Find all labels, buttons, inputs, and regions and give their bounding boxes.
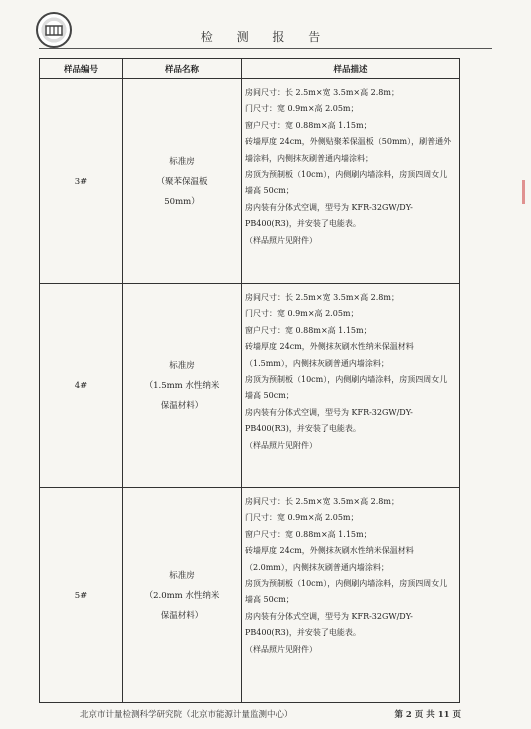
desc-line: 门尺寸：宽 0.9m×高 2.05m； [245,513,359,523]
report-title: 检 测 报 告 [200,30,331,44]
sample-description [242,79,459,284]
sample-description [242,488,459,703]
sample-name-line: 标准房 [169,361,195,371]
desc-line: 房间尺寸：长 2.5m×宽 3.5m×高 2.8m； [245,497,399,506]
footer-organization: 北京市计量检测科学研究院（北京市能源计量监测中心） [80,710,293,720]
sample-name-line: （聚苯保温板 [156,176,208,187]
desc-line: 房顶为预制板（10cm），内侧刷内墙涂料，房顶四周女儿墙高 50cm； [245,170,448,196]
sample-name-line: 标准房 [169,570,195,581]
sample-name-line: 50mm） [164,196,200,207]
side-stamp-mark [522,180,525,204]
table-row [40,487,459,703]
desc-line: （样品照片见附件） [245,440,317,450]
desc-line: 房内装有分体式空调，型号为 KFR-32GW/DY-PB400(R3)，并安装了电能表。 [245,611,413,638]
sample-description [242,284,459,488]
table-header-row [40,59,459,78]
desc-line: 房间尺寸：长 2.5m×宽 3.5m×高 2.8m； [245,88,399,97]
desc-line: 房内装有分体式空调，型号为 KFR-32GW/DY-PB400(R3)，并安装了电能表。 [245,202,413,229]
sample-name-cell [123,488,242,703]
desc-line: 窗户尺寸：宽 0.88m×高 1.15m； [245,120,372,130]
sample-name-line: 标准房 [169,156,195,167]
sample-name-cell [123,284,242,488]
header-divider [39,48,492,49]
header-sample-id: 样品编号 [40,59,123,78]
sample-name-line: 保温材料） [160,401,204,411]
desc-line: （样品照片见附件） [245,644,317,654]
sample-id: 5# [40,488,123,703]
table-row [40,283,459,488]
desc-line: 房顶为预制板（10cm），内侧刷内墙涂料，房顶四周女儿墙高 50cm； [245,579,448,605]
desc-line: 砖墙厚度 24cm，外侧抹灰刷水性纳米保温材料（1.5mm），内侧抹灰刷普通内墙涂料； [245,342,414,368]
header-sample-name: 样品名称 [123,59,242,78]
desc-line: 门尺寸：宽 0.9m×高 2.05m； [245,104,359,114]
sample-id: 4# [40,284,123,488]
table-row [40,78,459,284]
desc-line: 砖墙厚度 24cm，外侧抹灰刷水性纳米保温材料（2.0mm），内侧抹灰刷普通内墙涂料； [245,546,414,572]
desc-line: 房间尺寸：长 2.5m×宽 3.5m×高 2.8m； [245,293,399,302]
page-number: 第 2 页 共 11 页 [394,710,461,720]
desc-line: 砖墙厚度 24cm，外侧贴聚苯保温板（50mm），刷普通外墙涂料，内侧抹灰刷普通内墙涂料； [245,137,452,163]
header-sample-desc: 样品描述 [333,64,368,75]
sample-name-line: 保温材料） [160,610,204,621]
desc-line: 窗户尺寸：宽 0.88m×高 1.15m； [245,529,372,539]
desc-line: 房顶为预制板（10cm），内侧刷内墙涂料，房顶四周女儿墙高 50cm； [245,375,448,401]
sample-name-cell [123,79,242,284]
desc-line: 房内装有分体式空调，型号为 KFR-32GW/DY-PB400(R3)，并安装了电能表。 [245,407,413,434]
desc-line: 窗户尺寸：宽 0.88m×高 1.15m； [245,325,372,335]
desc-line: 门尺寸：宽 0.9m×高 2.05m； [245,309,359,319]
sample-table [39,58,460,703]
sample-id: 3# [40,79,123,284]
desc-line: （样品照片见附件） [245,235,317,245]
sample-name-line: （1.5mm 水性纳米 [144,381,220,391]
sample-name-line: （2.0mm 水性纳米 [144,590,220,601]
